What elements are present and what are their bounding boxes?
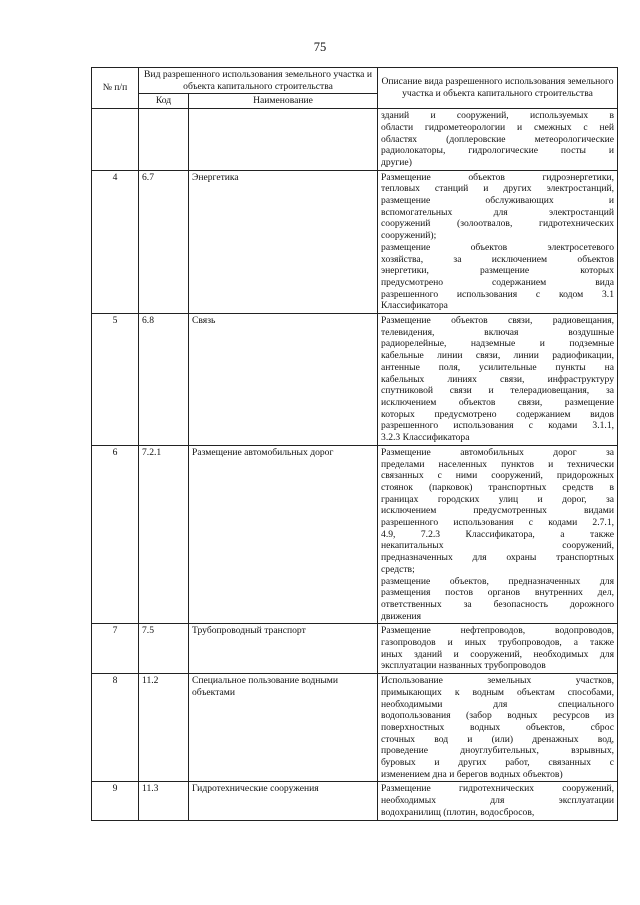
row-description [378,170,618,313]
description-line: средств; [381,563,415,575]
description-line: размещение объектов, предназначенных для [381,575,615,587]
table-row [92,445,618,624]
description-line: областях (доплеровские метеорологические [381,133,615,145]
description-line: разрешенного использования с кодами 2.7.1, [381,517,615,529]
description-line: вспомогательных для электростанций [381,206,615,218]
description-line: поверхностных водных объектов, сброс [381,721,615,733]
row-code: 7.5 [139,624,189,674]
description-line: сооружений (золоотвалов, гидротехнических [381,218,615,230]
row-number: 7 [92,624,139,674]
description-line: необходимыми для специального [381,698,615,710]
description-line: стоянок (парковок) транспортных средств в [381,481,615,493]
description-line: сточных вод и (или) дренажных вод, [381,733,615,745]
row-name [189,109,378,171]
row-code: 11.3 [139,782,189,820]
description-line: границах городских улиц и дорог, за [381,493,615,505]
table-row [92,314,618,446]
description-line: водохранилищ (плотин, водосбросов, [381,806,535,818]
row-code: 7.2.1 [139,445,189,624]
description-line: Размещение объектов гидроэнергетики, [381,171,615,183]
description-line: размещение обслуживающих и [381,195,615,207]
row-number: 9 [92,782,139,820]
description-line: Классификатора [381,300,448,312]
description-line: энергетики, размещение которых [381,265,615,277]
table-body [92,109,618,820]
row-name: Трубопроводный транспорт [189,624,378,674]
description-line: предусмотрено содержанием вида [381,276,615,288]
row-name: Гидротехнические сооружения [189,782,378,820]
table-row [92,674,618,782]
row-code [139,109,189,171]
description-line: Размещение объектов связи, радиовещания, [381,315,615,327]
description-line: размещение объектов электросетевого [381,241,615,253]
row-name: Энергетика [189,170,378,313]
row-code: 11.2 [139,674,189,782]
description-line: разрешенного использования с кодом 3.1 [381,288,615,300]
description-line: предназначенных для охраны транспортных [381,552,615,564]
description-line: необходимых для эксплуатации [381,795,615,807]
description-line: водопользования (забор водных ресурсов из [381,710,615,722]
description-line: иных зданий и сооружений, необходимых для [381,648,615,660]
row-description [378,314,618,446]
row-name: Специальное пользование водными объектами [189,674,378,782]
table-row [92,782,618,820]
header-number: № п/п [92,68,139,109]
row-code: 6.7 [139,170,189,313]
description-line: исключением предусмотренных видами [381,505,615,517]
description-line: области гидрометеорологии и смежных с ней [381,121,615,133]
header-use-type: Вид разрешенного использования земельного участка и объекта капитального строительства [139,68,378,94]
description-line: кабельные линии связи, линии радиофикации, [381,350,615,362]
description-line: радиорелейные, надземные и подземные [381,338,615,350]
row-description [378,674,618,782]
row-number [92,109,139,171]
description-line: тепловых станций и других электростанций, [381,183,615,195]
description-line: пределами населенных пунктов и технически [381,458,615,470]
description-line: Размещение нефтепроводов, водопроводов, [381,625,615,637]
row-description [378,624,618,674]
description-line: кабельных линиях связи, инфраструктуру [381,373,615,385]
description-line: ответственных за безопасность дорожного [381,598,615,610]
row-description [378,782,618,820]
description-line: которых предусмотрено содержанием видов [381,408,615,420]
row-number: 6 [92,445,139,624]
description-line: Размещение гидротехнических сооружений, [381,783,615,795]
description-line: буровых и других работ, связанных с [381,757,615,769]
table-row [92,624,618,674]
description-line: 3.2.3 Классификатора [381,432,470,444]
description-line: Размещение автомобильных дорог за [381,446,615,458]
header-code: Код [139,94,189,109]
description-line: телевидения, включая воздушные [381,326,615,338]
header-name: Наименование [189,94,378,109]
table-row [92,170,618,313]
row-number: 4 [92,170,139,313]
row-description [378,109,618,171]
row-number: 8 [92,674,139,782]
row-name: Связь [189,314,378,446]
row-code: 6.8 [139,314,189,446]
land-use-table [91,67,618,821]
description-line: проведение дноуглубительных, взрывных, [381,745,615,757]
description-line: радиолокаторы, гидрологические посты и [381,145,615,157]
description-line: 4.9, 7.2.3 Классификатора, а также [381,528,615,540]
description-line: хозяйства, за исключением объектов [381,253,615,265]
row-number: 5 [92,314,139,446]
description-line: другие) [381,156,412,168]
description-line: газопроводов и иных трубопроводов, а также [381,637,615,649]
description-line: движения [381,610,422,622]
description-line: сооружений); [381,230,437,242]
page-number: 75 [313,40,327,54]
row-name: Размещение автомобильных дорог [189,445,378,624]
description-line: исключением объектов связи, размещение [381,396,615,408]
description-line: Использование земельных участков, [381,675,615,687]
description-line: спутниковой связи и телерадиовещания, за [381,385,615,397]
row-description [378,445,618,624]
table-row [92,109,618,171]
description-line: размещения постов органов внутренних дел, [381,587,615,599]
description-line: эксплуатации названных трубопроводов [381,660,546,672]
description-line: антенные поля, усилительные пункты на [381,361,615,373]
description-line: зданий и сооружений, используемых в [381,110,615,122]
description-line: изменением дна и берегов водных объектов) [381,768,563,780]
description-line: разрешенного использования с кодами 3.1.1, [381,420,615,432]
description-line: примыкающих к водным объектам способами, [381,686,615,698]
description-line: некапитальных сооружений, [381,540,615,552]
table-header-row [92,68,618,94]
description-line: связанных с ними сооружений, придорожных [381,470,615,482]
header-description: Описание вида разрешенного использования земельного участка и объекта капитального строительства [378,68,618,109]
